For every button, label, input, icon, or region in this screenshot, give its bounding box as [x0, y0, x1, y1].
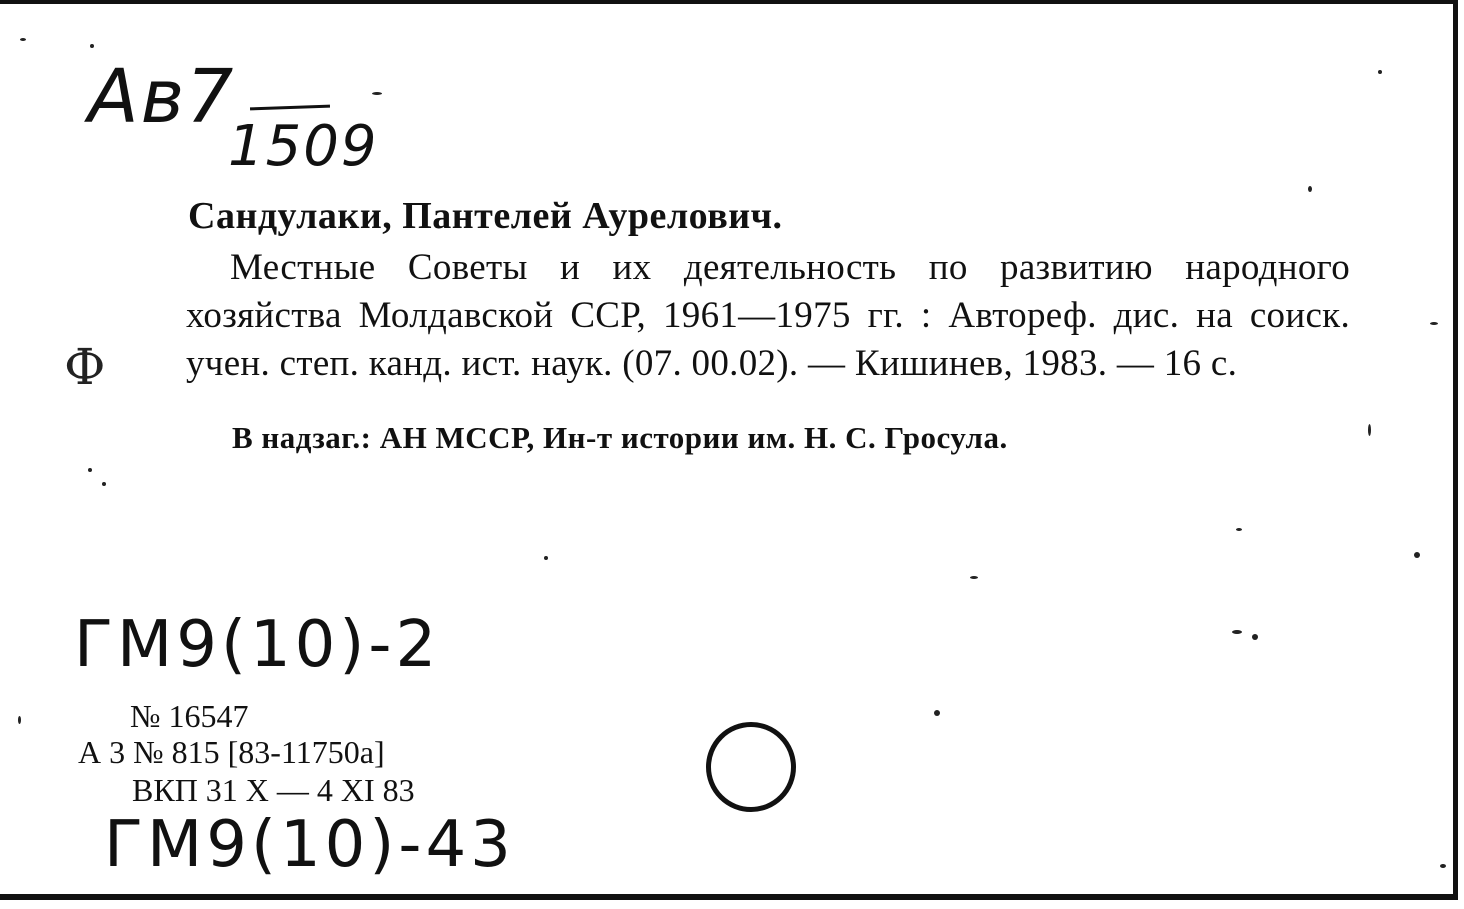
handwritten-shelf-mark-1: ГМ9(10)-2 — [74, 608, 441, 682]
bibliographic-description — [186, 244, 1350, 388]
scan-speck — [1308, 186, 1312, 192]
description-text: Местные Советы и их деятельность по развитию народного хозяйства Молдавской ССР, 1961—1975 гг. : Автореф. дис. на соиск. учен. степ. канд. ист. наук. (07. 00.02). — Кишинев, 1983. — 16 с. — [186, 247, 1350, 384]
scan-speck — [1252, 634, 1258, 640]
scan-speck — [372, 92, 382, 95]
handwritten-call-number-bottom: 1509 — [228, 114, 379, 179]
scan-speck — [18, 716, 21, 724]
handwritten-fraction-bar — [250, 105, 330, 111]
scan-speck — [1440, 864, 1446, 868]
scan-speck — [1236, 528, 1242, 531]
scan-speck — [1368, 424, 1371, 436]
scan-speck — [970, 576, 978, 579]
scan-speck — [1232, 630, 1242, 634]
handwritten-call-number-top: Ав7 — [88, 54, 236, 140]
author-heading: Сандулаки, Пантелей Аурелович. — [188, 195, 783, 237]
scan-speck — [1414, 552, 1420, 558]
stamp-letter-mark: Ф — [64, 338, 106, 396]
scan-speck — [88, 468, 92, 472]
scan-speck — [1430, 322, 1438, 325]
header-note: В надзаг.: АН МССР, Ин-т истории им. Н. С. Гросула. — [232, 420, 1008, 455]
scan-speck — [20, 38, 26, 41]
scan-speck — [102, 482, 106, 486]
scan-speck — [544, 556, 548, 560]
scan-speck — [934, 710, 940, 716]
scan-speck — [1378, 70, 1382, 74]
vkp-date: ВКП 31 X — 4 XI 83 — [132, 772, 415, 808]
order-number: А 3 № 815 [83-11750а] — [78, 734, 385, 770]
circle-stamp-icon — [706, 722, 796, 812]
scan-speck — [90, 44, 94, 48]
registration-number: № 16547 — [130, 698, 249, 734]
handwritten-shelf-mark-2: ГМ9(10)-43 — [104, 808, 515, 882]
